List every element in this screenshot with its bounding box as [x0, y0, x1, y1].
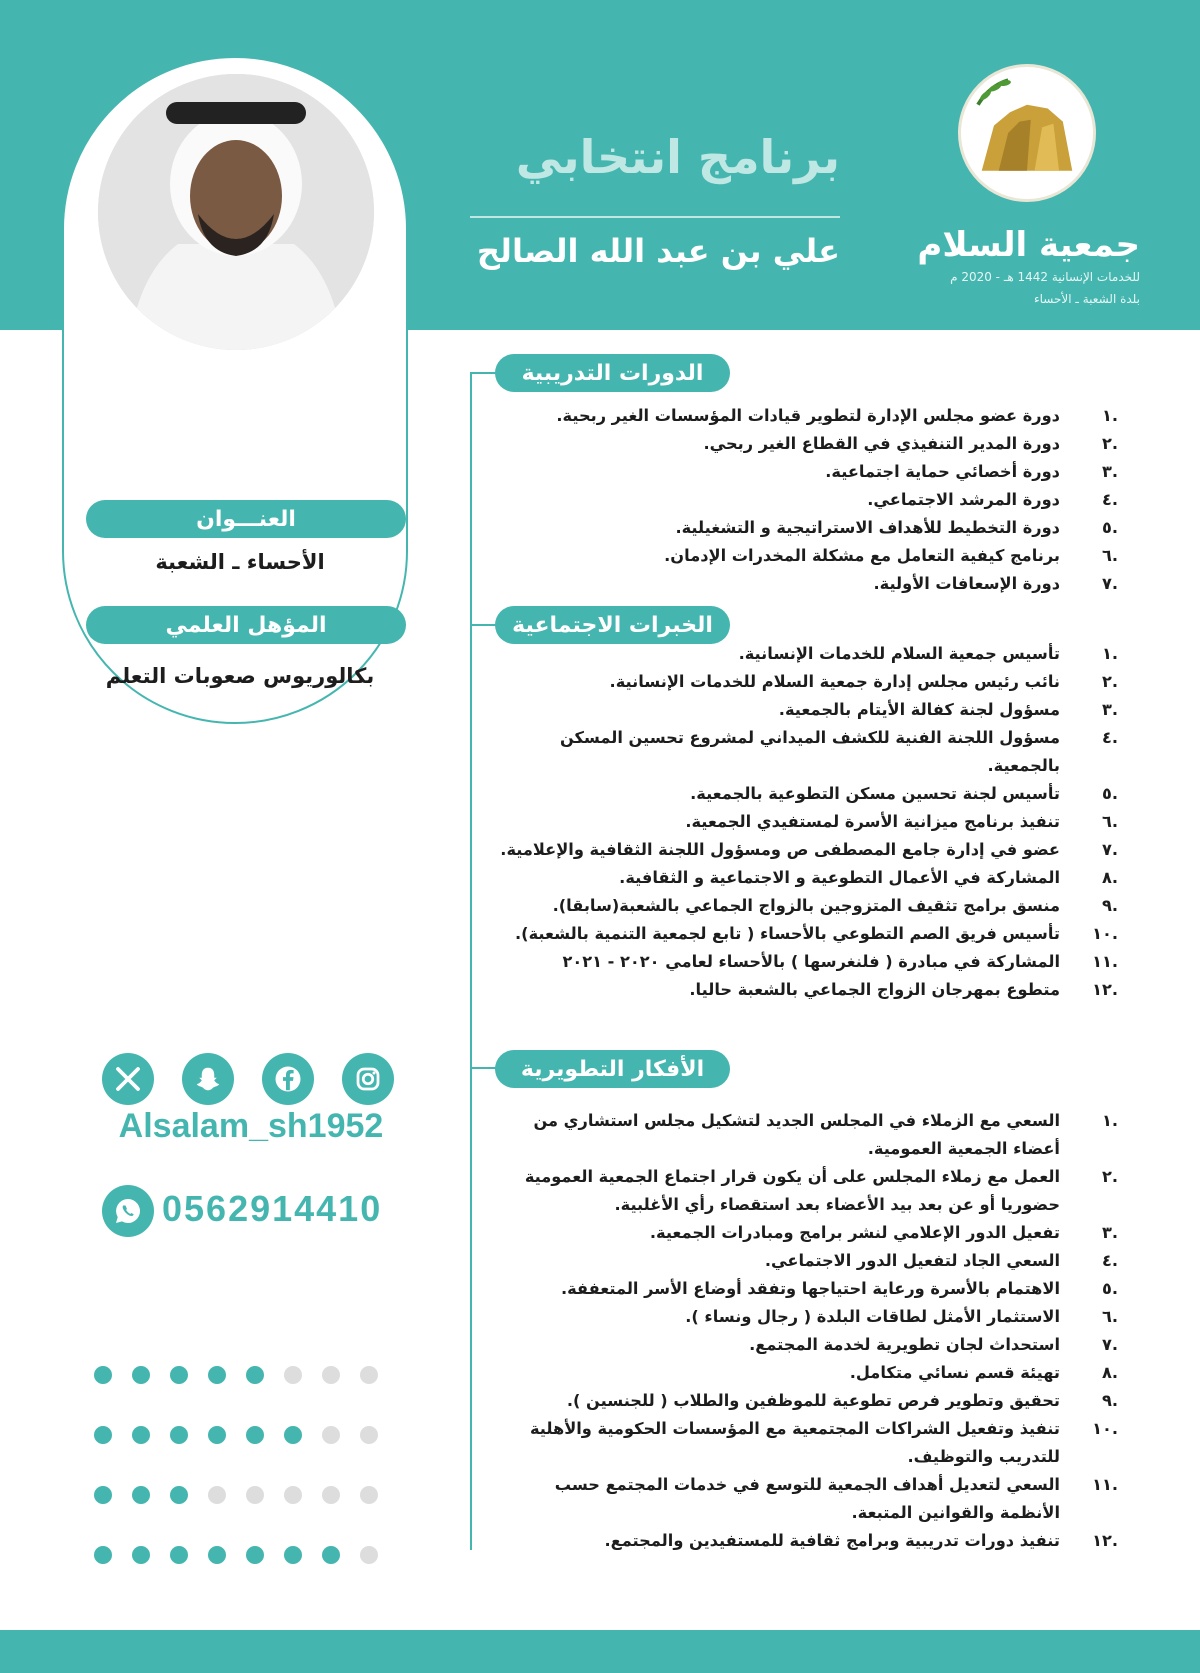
list-item — [500, 570, 1118, 598]
decorative-dot — [284, 1366, 302, 1384]
decorative-dot — [170, 1426, 188, 1444]
list-item-text: السعي الجاد لتفعيل الدور الاجتماعي. — [764, 1251, 1060, 1270]
section-title-training: الدورات التدريبية — [495, 354, 730, 392]
list-item — [500, 1275, 1118, 1303]
list-item-number: .١٢ — [1092, 980, 1118, 999]
list-item — [500, 514, 1118, 542]
list-item-number: .٦ — [1101, 1307, 1118, 1326]
list-item — [500, 892, 1118, 920]
address-label: العنـــوان — [86, 500, 406, 538]
program-title: برنامج انتخابي — [515, 130, 840, 184]
decorative-dot — [208, 1486, 226, 1504]
address-value: الأحساء ـ الشعبة — [155, 550, 325, 574]
list-item-number: .٩ — [1101, 896, 1118, 915]
list-item — [500, 1471, 1118, 1527]
list-item-number: .١٠ — [1092, 1419, 1118, 1438]
list-item — [500, 1415, 1118, 1471]
x-icon[interactable] — [102, 1053, 154, 1105]
list-item-number: .٦ — [1101, 812, 1118, 831]
list-item-text: دورة أخصائي حماية اجتماعية. — [825, 462, 1060, 481]
list-item-text: دورة عضو مجلس الإدارة لتطوير قيادات المؤسسات الغير ربحية. — [556, 406, 1060, 425]
list-item-text: دورة الإسعافات الأولية. — [873, 574, 1060, 593]
decorative-dot — [208, 1366, 226, 1384]
list-item — [500, 948, 1118, 976]
section-title-experience: الخبرات الاجتماعية — [495, 606, 730, 644]
list-item-number: .٧ — [1101, 1335, 1118, 1354]
candidate-photo — [98, 74, 374, 350]
association-location: بلدة الشعبة ـ الأحساء — [1034, 292, 1140, 306]
list-item-text: مسؤول اللجنة الفنية للكشف الميداني لمشروع تحسين المسكن بالجمعية. — [559, 728, 1060, 775]
list-item-number: .٤ — [1101, 490, 1118, 509]
decorative-dot — [322, 1426, 340, 1444]
list-item-text: مسؤول لجنة كفالة الأيتام بالجمعية. — [778, 700, 1060, 719]
list-item-text: العمل مع زملاء المجلس على أن يكون قرار اجتماع الجمعية العمومية حضوريا أو عن بعد بيد الأعضاء بعد استقصاء رأي الأغلبية. — [524, 1167, 1060, 1214]
list-item-text: الاهتمام بالأسرة ورعاية احتياجها وتفقد أوضاع الأسر المتعففة. — [560, 1279, 1060, 1298]
decorative-dot — [246, 1486, 264, 1504]
list-item-text: برنامج كيفية التعامل مع مشكلة المخدرات الإدمان. — [664, 546, 1060, 565]
decorative-dot — [322, 1366, 340, 1384]
list-item-number: .٣ — [1101, 700, 1118, 719]
list-item-text: تنفيذ وتفعيل الشراكات المجتمعية مع المؤسسات الحكومية والأهلية للتدريب والتوظيف. — [529, 1419, 1060, 1466]
list-item — [500, 1219, 1118, 1247]
section-title-ideas: الأفكار التطويرية — [495, 1050, 730, 1088]
list-item-text: المشاركة في الأعمال التطوعية و الاجتماعية و الثقافية. — [619, 868, 1060, 887]
list-item-number: .١٠ — [1092, 924, 1118, 943]
list-item-number: .١ — [1101, 1111, 1118, 1130]
person-icon — [98, 74, 374, 350]
mountain-icon — [961, 67, 1093, 199]
facebook-icon[interactable] — [262, 1053, 314, 1105]
decorative-dot — [208, 1426, 226, 1444]
decorative-dot — [246, 1546, 264, 1564]
decorative-dot — [360, 1486, 378, 1504]
list-item — [500, 640, 1118, 668]
decorative-dot — [284, 1486, 302, 1504]
list-item-text: دورة التخطيط للأهداف الاستراتيجية و التشغيلية. — [675, 518, 1060, 537]
snapchat-icon[interactable] — [182, 1053, 234, 1105]
list-item-text: المشاركة في مبادرة ( فلنغرسها ) بالأحساء لعامي ٢٠٢٠ - ٢٠٢١ — [562, 952, 1060, 971]
title-divider — [470, 216, 840, 218]
list-item — [500, 696, 1118, 724]
list-item-text: منسق برامج تثقيف المتزوجين بالزواج الجماعي بالشعبة(سابقا). — [552, 896, 1060, 915]
list-item — [500, 864, 1118, 892]
list-item-number: .١١ — [1092, 1475, 1118, 1494]
decorative-dots — [94, 1366, 390, 1600]
list-item-text: استحداث لجان تطويرية لخدمة المجتمع. — [749, 1335, 1060, 1354]
list-item-number: .٥ — [1101, 518, 1118, 537]
list-item — [500, 1387, 1118, 1415]
list-item-text: متطوع بمهرجان الزواج الجماعي بالشعبة حاليا. — [689, 980, 1060, 999]
list-item-text: تنفيذ دورات تدريبية وبرامج ثقافية للمستفيدين والمجتمع. — [604, 1531, 1060, 1550]
list-item — [500, 920, 1118, 948]
candidate-name: علي بن عبد الله الصالح — [476, 232, 840, 270]
list-item-text: تحقيق وتطوير فرص تطوعية للموظفين والطلاب ( للجنسين ). — [566, 1391, 1060, 1410]
decorative-dot — [170, 1546, 188, 1564]
list-item — [500, 1527, 1118, 1555]
decorative-dot — [322, 1486, 340, 1504]
list-item-number: .٢ — [1101, 672, 1118, 691]
list-item-number: .٣ — [1101, 1223, 1118, 1242]
list-item — [500, 836, 1118, 864]
list-item-text: تهيئة قسم نسائي متكامل. — [849, 1363, 1060, 1382]
phone-number[interactable]: 0562914410 — [162, 1188, 383, 1229]
footer-band — [0, 1630, 1200, 1673]
list-item — [500, 808, 1118, 836]
decorative-dot — [94, 1366, 112, 1384]
list-item-text: السعي مع الزملاء في المجلس الجديد لتشكيل مجلس استشاري من أعضاء الجمعية العمومية. — [533, 1111, 1060, 1158]
timeline-tick — [470, 624, 496, 626]
timeline-tick — [470, 372, 496, 374]
decorative-dot — [170, 1366, 188, 1384]
list-item — [500, 1247, 1118, 1275]
experience-list — [500, 640, 1118, 1004]
list-item-number: .٣ — [1101, 462, 1118, 481]
list-item — [500, 430, 1118, 458]
list-item-text: عضو في إدارة جامع المصطفى ص ومسؤول اللجنة الثقافية والإعلامية. — [500, 840, 1060, 859]
instagram-icon[interactable] — [342, 1053, 394, 1105]
list-item-text: تأسيس جمعية السلام للخدمات الإنسانية. — [738, 644, 1060, 663]
decorative-dot — [208, 1546, 226, 1564]
timeline-line — [470, 372, 472, 1550]
decorative-dot — [246, 1426, 264, 1444]
training-list — [500, 402, 1118, 598]
list-item — [500, 402, 1118, 430]
list-item-text: دورة المدير التنفيذي في القطاع الغير ربحي. — [703, 434, 1060, 453]
decorative-dot — [94, 1486, 112, 1504]
association-logo — [958, 64, 1096, 202]
list-item-text: الاستثمار الأمثل لطاقات البلدة ( رجال ونساء ). — [685, 1307, 1060, 1326]
whatsapp-icon[interactable] — [102, 1185, 154, 1237]
list-item-number: .١١ — [1092, 952, 1118, 971]
decorative-dot — [94, 1426, 112, 1444]
list-item — [500, 1359, 1118, 1387]
association-subtitle: للخدمات الإنسانية 1442 هـ - 2020 م — [950, 270, 1140, 284]
list-item-number: .٢ — [1101, 1167, 1118, 1186]
decorative-dot — [322, 1546, 340, 1564]
ideas-list — [500, 1107, 1118, 1555]
list-item-number: .٥ — [1101, 1279, 1118, 1298]
list-item — [500, 1303, 1118, 1331]
decorative-dot — [132, 1366, 150, 1384]
list-item — [500, 486, 1118, 514]
social-handle[interactable]: Alsalam_sh1952 — [118, 1107, 384, 1145]
list-item-number: .٨ — [1101, 1363, 1118, 1382]
list-item-text: تنفيذ برنامج ميزانية الأسرة لمستفيدي الجمعية. — [685, 812, 1060, 831]
list-item-number: .٥ — [1101, 784, 1118, 803]
list-item-text: تأسيس فريق الصم التطوعي بالأحساء ( تابع لجمعية التنمية بالشعبة). — [515, 924, 1060, 943]
decorative-dot — [132, 1426, 150, 1444]
list-item — [500, 1107, 1118, 1163]
list-item-number: .٩ — [1101, 1391, 1118, 1410]
decorative-dot — [360, 1546, 378, 1564]
decorative-dot — [246, 1366, 264, 1384]
list-item-number: .٧ — [1101, 840, 1118, 859]
list-item-text: نائب رئيس مجلس إدارة جمعية السلام للخدمات الإنسانية. — [609, 672, 1060, 691]
list-item-text: تأسيس لجنة تحسين مسكن التطوعية بالجمعية. — [690, 784, 1060, 803]
list-item — [500, 458, 1118, 486]
list-item-text: دورة المرشد الاجتماعي. — [867, 490, 1060, 509]
list-item-number: .٧ — [1101, 574, 1118, 593]
list-item — [500, 976, 1118, 1004]
list-item-number: .١٢ — [1092, 1531, 1118, 1550]
list-item — [500, 1163, 1118, 1219]
list-item-number: .٦ — [1101, 546, 1118, 565]
list-item-number: .١ — [1101, 644, 1118, 663]
decorative-dot — [360, 1366, 378, 1384]
list-item — [500, 1331, 1118, 1359]
list-item — [500, 780, 1118, 808]
list-item-number: .١ — [1101, 406, 1118, 425]
list-item-number: .٤ — [1101, 1251, 1118, 1270]
list-item — [500, 668, 1118, 696]
list-item-text: تفعيل الدور الإعلامي لنشر برامج ومبادرات الجمعية. — [649, 1223, 1060, 1242]
decorative-dot — [360, 1426, 378, 1444]
decorative-dot — [170, 1486, 188, 1504]
list-item-number: .٤ — [1101, 728, 1118, 747]
list-item-number: .٢ — [1101, 434, 1118, 453]
decorative-dot — [284, 1426, 302, 1444]
decorative-dot — [132, 1486, 150, 1504]
decorative-dot — [132, 1546, 150, 1564]
qualification-label: المؤهل العلمي — [86, 606, 406, 644]
decorative-dot — [94, 1546, 112, 1564]
list-item — [500, 724, 1118, 780]
timeline-tick — [470, 1067, 496, 1069]
list-item-number: .٨ — [1101, 868, 1118, 887]
list-item — [500, 542, 1118, 570]
list-item-text: السعي لتعديل أهداف الجمعية للتوسع في خدمات المجتمع حسب الأنظمة والقوانين المتبعة. — [554, 1475, 1060, 1522]
qualification-value: بكالوريوس صعوبات التعلم — [105, 664, 375, 688]
association-name: جمعية السلام — [917, 225, 1140, 265]
decorative-dot — [284, 1546, 302, 1564]
